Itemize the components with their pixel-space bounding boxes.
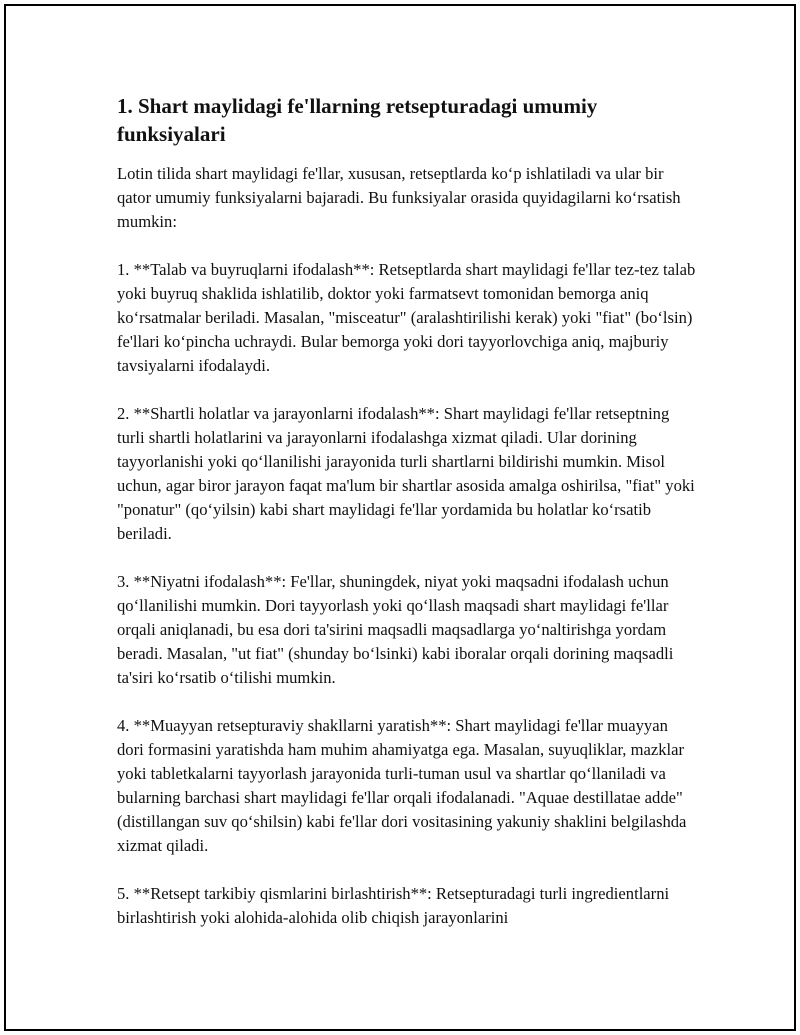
paragraph-item-3: 3. **Niyatni ifodalash**: Fe'llar, shuningdek, niyat yoki maqsadni ifodalash uchun qo‘llanilishi mumkin. Dori tayyorlash yoki qo‘llash maqsadi shart maylidagi fe'llar orqali aniqlanadi, bu esa dori ta'sirini maqsadli maqsadlarga yo‘naltirishga yordam beradi. Masalan, "ut fiat" (shunday bo‘lsinki) kabi iboralar orqali dorining maqsadli ta'siri ko‘rsatib o‘tilishi mumkin. xyxy=(117,572,674,687)
document-body xyxy=(117,92,697,954)
paragraph-item-2: 2. **Shartli holatlar va jarayonlarni ifodalash**: Shart maylidagi fe'llar retseptning turli shartli holatlarini va jarayonlarni ifodalashga xizmat qiladi. Ular dorining tayyorlanishi yoki qo‘llanilishi jarayonida turli shartlarni bildirishi mumkin. Misol uchun, agar biror jarayon faqat ma'lum bir shartlar asosida amalga oshirilsa, "fiat" yoki "ponatur" (qo‘yilsin) kabi shart maylidagi fe'llar yordamida bu holatlar ko‘rsatib beriladi. xyxy=(117,404,695,543)
paragraph-item-4: 4. **Muayyan retsepturaviy shakllarni yaratish**: Shart maylidagi fe'llar muayyan dori formasini yaratishda ham muhim ahamiyatga ega. Masalan, suyuqliklar, mazklar yoki tabletkalarni tayyorlash jarayonida turli-tuman usul va shartlar qo‘llaniladi va bularning barchasi shart maylidagi fe'llar orqali ifodalanadi. "Aquae destillatae adde" (distillangan suv qo‘shilsin) kabi fe'llar dori vositasining yakuniy shaklini belgilashda xizmat qiladi. xyxy=(117,716,687,855)
paragraph-item-5: 5. **Retsept tarkibiy qismlarini birlashtirish**: Retsepturadagi turli ingredientlarni birlashtirish yoki alohida-alohida olib chiqish jarayonlarini xyxy=(117,884,670,927)
paragraph-item-1: 1. **Talab va buyruqlarni ifodalash**: Retseptlarda shart maylidagi fe'llar tez-tez talab yoki buyruq shaklida ishlatilib, doktor yoki farmatsevt tomonidan bemorga aniq ko‘rsatmalar beriladi. Masalan, "misceatur" (aralashtirilishi kerak) yoki "fiat" (bo‘lsin) fe'llari ko‘pincha uchraydi. Bular bemorga yoki dori tayyorlovchiga aniq, majburiy tavsiyalarni ifodalaydi. xyxy=(117,260,696,375)
intro-paragraph: Lotin tilida shart maylidagi fe'llar, xususan, retseptlarda ko‘p ishlatiladi va ular bir qator umumiy funksiyalarni bajaradi. Bu funksiyalar orasida quyidagilarni ko‘rsatish mumkin: xyxy=(117,164,681,231)
section-heading: 1. Shart maylidagi fe'llarning retsepturadagi umumiy funksiyalari xyxy=(117,94,598,146)
